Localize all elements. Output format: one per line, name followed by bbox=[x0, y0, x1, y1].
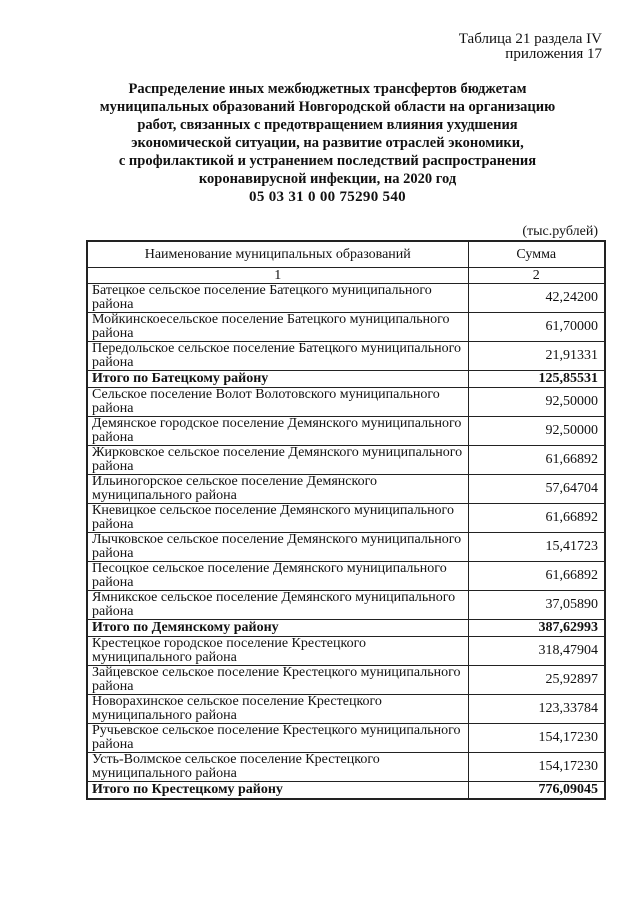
amount: 154,17230 bbox=[468, 724, 605, 753]
table-row bbox=[87, 591, 605, 620]
municipality-name: Мойкинскоесельское поселение Батецкого муниципального района bbox=[87, 313, 468, 342]
table-body bbox=[87, 284, 605, 800]
municipality-name: Новорахинское сельское поселение Крестецкого муниципального района bbox=[87, 695, 468, 724]
municipality-name: Жирковское сельское поселение Демянского муниципального района bbox=[87, 446, 468, 475]
amount: 61,66892 bbox=[468, 504, 605, 533]
amount: 92,50000 bbox=[468, 417, 605, 446]
total-label: Итого по Крестецкому району bbox=[87, 782, 468, 800]
table-row bbox=[87, 562, 605, 591]
title-line: экономической ситуации, на развитие отраслей экономики, bbox=[131, 135, 524, 151]
municipality-name: Сельское поселение Волот Волотовского муниципального района bbox=[87, 388, 468, 417]
amount: 21,91331 bbox=[468, 342, 605, 371]
amount: 42,24200 bbox=[468, 284, 605, 313]
header-row bbox=[87, 241, 605, 268]
table-total-row bbox=[87, 371, 605, 388]
municipality-name: Ямникское сельское поселение Демянского муниципального района bbox=[87, 591, 468, 620]
municipality-name: Зайцевское сельское поселение Крестецкого муниципального района bbox=[87, 666, 468, 695]
table-reference bbox=[459, 32, 602, 62]
table-row bbox=[87, 417, 605, 446]
amount: 154,17230 bbox=[468, 753, 605, 782]
municipality-name: Песоцкое сельское поселение Демянского муниципального района bbox=[87, 562, 468, 591]
table-row bbox=[87, 313, 605, 342]
units-label: (тыс.рублей) bbox=[522, 224, 598, 239]
municipality-name: Усть-Волмское сельское поселение Крестецкого муниципального района bbox=[87, 753, 468, 782]
table-reference-line1: Таблица 21 раздела IV bbox=[458, 31, 602, 47]
column-header-name: Наименование муниципальных образований bbox=[87, 241, 468, 268]
table-row bbox=[87, 388, 605, 417]
column-number-row bbox=[87, 268, 605, 284]
municipality-name: Крестецкое городское поселение Крестецкого муниципального района bbox=[87, 637, 468, 666]
column-number-2: 2 bbox=[468, 268, 605, 284]
amount: 92,50000 bbox=[468, 388, 605, 417]
total-sum: 387,62993 bbox=[468, 620, 605, 637]
amount: 61,70000 bbox=[468, 313, 605, 342]
title-line: муниципальных образований Новгородской области на организацию bbox=[99, 99, 556, 115]
table-row bbox=[87, 446, 605, 475]
column-number-1: 1 bbox=[87, 268, 468, 284]
title-line: с профилактикой и устранением последствий распространения bbox=[118, 153, 537, 169]
title-line: Распределение иных межбюджетных трансфертов бюджетам bbox=[128, 81, 527, 97]
column-header-sum: Сумма bbox=[468, 241, 605, 268]
amount: 37,05890 bbox=[468, 591, 605, 620]
municipality-name: Лычковское сельское поселение Демянского муниципального района bbox=[87, 533, 468, 562]
table-row bbox=[87, 284, 605, 313]
table-row bbox=[87, 504, 605, 533]
transfers-table bbox=[86, 240, 606, 800]
table-row bbox=[87, 637, 605, 666]
municipality-name: Батецкое сельское поселение Батецкого муниципального района bbox=[87, 284, 468, 313]
table-row bbox=[87, 666, 605, 695]
table-row bbox=[87, 724, 605, 753]
amount: 15,41723 bbox=[468, 533, 605, 562]
total-sum: 776,09045 bbox=[468, 782, 605, 800]
municipality-name: Ильиногорское сельское поселение Демянского муниципального района bbox=[87, 475, 468, 504]
table-row bbox=[87, 753, 605, 782]
amount: 25,92897 bbox=[468, 666, 605, 695]
table-total-row bbox=[87, 620, 605, 637]
municipality-name: Ручьевское сельское поселение Крестецкого муниципального района bbox=[87, 724, 468, 753]
table-row bbox=[87, 695, 605, 724]
total-sum: 125,85531 bbox=[468, 371, 605, 388]
title-line: коронавирусной инфекции, на 2020 год bbox=[198, 171, 457, 187]
table-row bbox=[87, 533, 605, 562]
amount: 318,47904 bbox=[468, 637, 605, 666]
total-label: Итого по Батецкому району bbox=[87, 371, 468, 388]
municipality-name: Кневицкое сельское поселение Демянского муниципального района bbox=[87, 504, 468, 533]
amount: 123,33784 bbox=[468, 695, 605, 724]
title-line: работ, связанных с предотвращением влияния ухудшения bbox=[137, 117, 518, 133]
table-reference-line2: приложения 17 bbox=[505, 46, 602, 62]
total-label: Итого по Демянскому району bbox=[87, 620, 468, 637]
budget-code: 05 03 31 0 00 75290 540 bbox=[249, 189, 406, 205]
amount: 61,66892 bbox=[468, 562, 605, 591]
table-row bbox=[87, 342, 605, 371]
amount: 57,64704 bbox=[468, 475, 605, 504]
table-total-row bbox=[87, 782, 605, 800]
table-row bbox=[87, 475, 605, 504]
document-title bbox=[60, 80, 595, 188]
amount: 61,66892 bbox=[468, 446, 605, 475]
municipality-name: Демянское городское поселение Демянского муниципального района bbox=[87, 417, 468, 446]
municipality-name: Передольское сельское поселение Батецкого муниципального района bbox=[87, 342, 468, 371]
